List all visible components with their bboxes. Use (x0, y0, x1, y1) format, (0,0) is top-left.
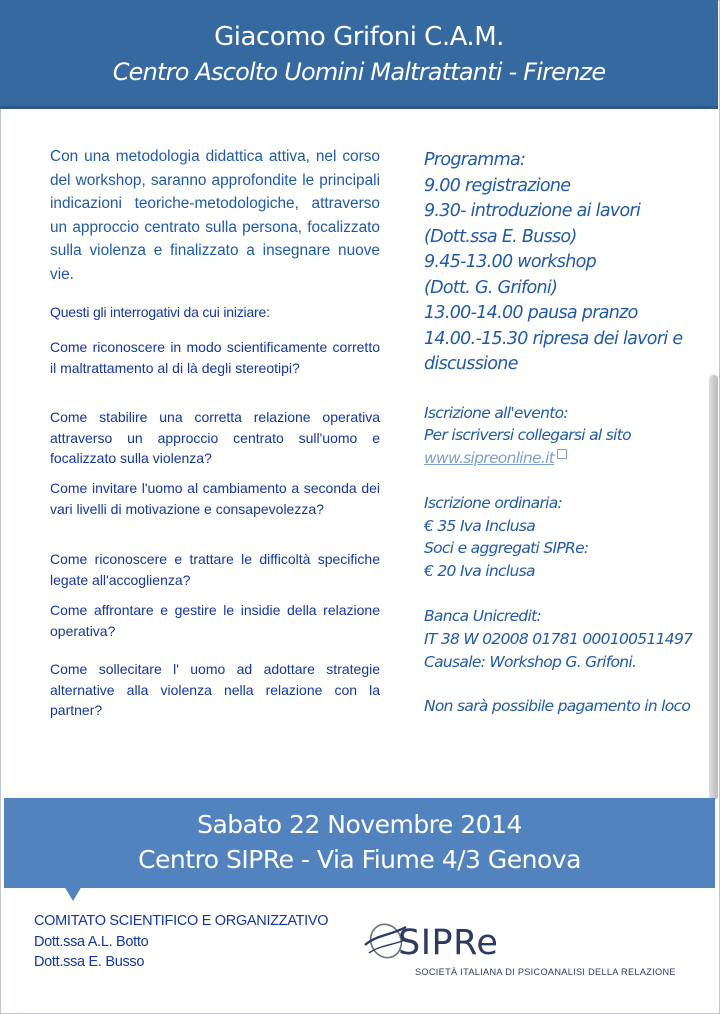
question-item: Come stabilire una corretta relazione operativa attraverso un approccio centrato sull'uomo e focalizzato sulla violenza? (50, 409, 380, 466)
header-band (0, 0, 718, 109)
registration-heading: Iscrizione all'evento: (424, 403, 568, 422)
program-line: (Dott.ssa E. Busso) (424, 226, 577, 247)
fee-members-label: Soci e aggregati SIPRe: (424, 539, 589, 558)
event-venue: Centro SIPRe - Via Fiume 4/3 Genova (138, 845, 581, 874)
program-line: 9.30- introduzione ai lavori (424, 201, 641, 221)
bank-iban: IT 38 W 02008 01781 000100511497 (424, 629, 693, 648)
bank-name: Banca Unicredit: (424, 607, 542, 626)
question-item: Come affrontare e gestire le insidie della relazione operativa? (50, 602, 380, 639)
committee-block (34, 911, 328, 973)
page-title: Giacomo Grifoni C.A.M. (214, 22, 504, 52)
website-link[interactable]: www.sipreonline.it (424, 449, 555, 468)
registration-link-row (424, 447, 714, 470)
question-item: Come riconoscere in modo scientificamente corretto il maltrattamento al di là degli stereotipi? (50, 339, 380, 376)
program-line: 9.45-13.00 workshop (424, 252, 597, 272)
committee-member: Dott.ssa A.L. Botto (34, 933, 149, 950)
question-item: Come sollecitare l' uomo ad adottare strategie alternative alla violenza nella relazione con la partner? (50, 661, 380, 718)
program-line: discussione (424, 354, 518, 374)
program-line: 14.00.-15.30 ripresa dei lavori e (424, 328, 683, 349)
program-line: (Dott. G. Grifoni) (424, 277, 558, 298)
logo-wordmark: SIPRe (398, 923, 499, 963)
page-subtitle: Centro Ascolto Uomini Maltrattanti - Firenze (112, 58, 606, 86)
info-column (424, 148, 714, 718)
program-heading: Programma: (424, 150, 526, 170)
intro-paragraph: Con una metodologia didattica attiva, nel corso del workshop, saranno approfondite le principali indicazioni teoriche-metodologiche, attraverso un approccio centrato sulla persona, focalizzato sulla violenza e finalizzato a insegnare nuove vie. (50, 148, 380, 283)
event-band (4, 798, 715, 888)
committee-member: Dott.ssa E. Busso (34, 954, 145, 970)
logo-full-name: SOCIETÀ ITALIANA DI PSICOANALISI DELLA RELAZIONE (415, 967, 676, 977)
callout-pointer (64, 886, 82, 901)
no-onsite-payment: Non sarà possibile pagamento in loco (424, 697, 691, 716)
event-date: Sabato 22 Novembre 2014 (197, 810, 522, 839)
program-line: 13.00-14.00 pausa pranzo (424, 303, 638, 323)
fees-heading: Iscrizione ordinaria: (424, 493, 563, 512)
registration-text: Per iscriversi collegarsi al sito (424, 426, 631, 445)
bank-causal: Causale: Workshop G. Grifoni. (424, 652, 637, 671)
fee-members: € 20 Iva inclusa (424, 562, 535, 581)
program-line: 9.00 registrazione (424, 175, 571, 196)
external-link-icon (557, 449, 567, 459)
questions-heading: Questi gli interrogativi da cui iniziare: (50, 304, 270, 320)
committee-heading: COMITATO SCIENTIFICO E ORGANIZZATIVO (34, 913, 329, 929)
question-item: Come invitare l'uomo al cambiamento a seconda dei vari livelli di motivazione e consapevolezza? (50, 480, 380, 517)
question-item: Come riconoscere e trattare le difficoltà specifiche legate all'accoglienza? (50, 551, 380, 588)
fee-ordinary: € 35 Iva Inclusa (424, 516, 536, 535)
sipre-logo (362, 915, 692, 985)
